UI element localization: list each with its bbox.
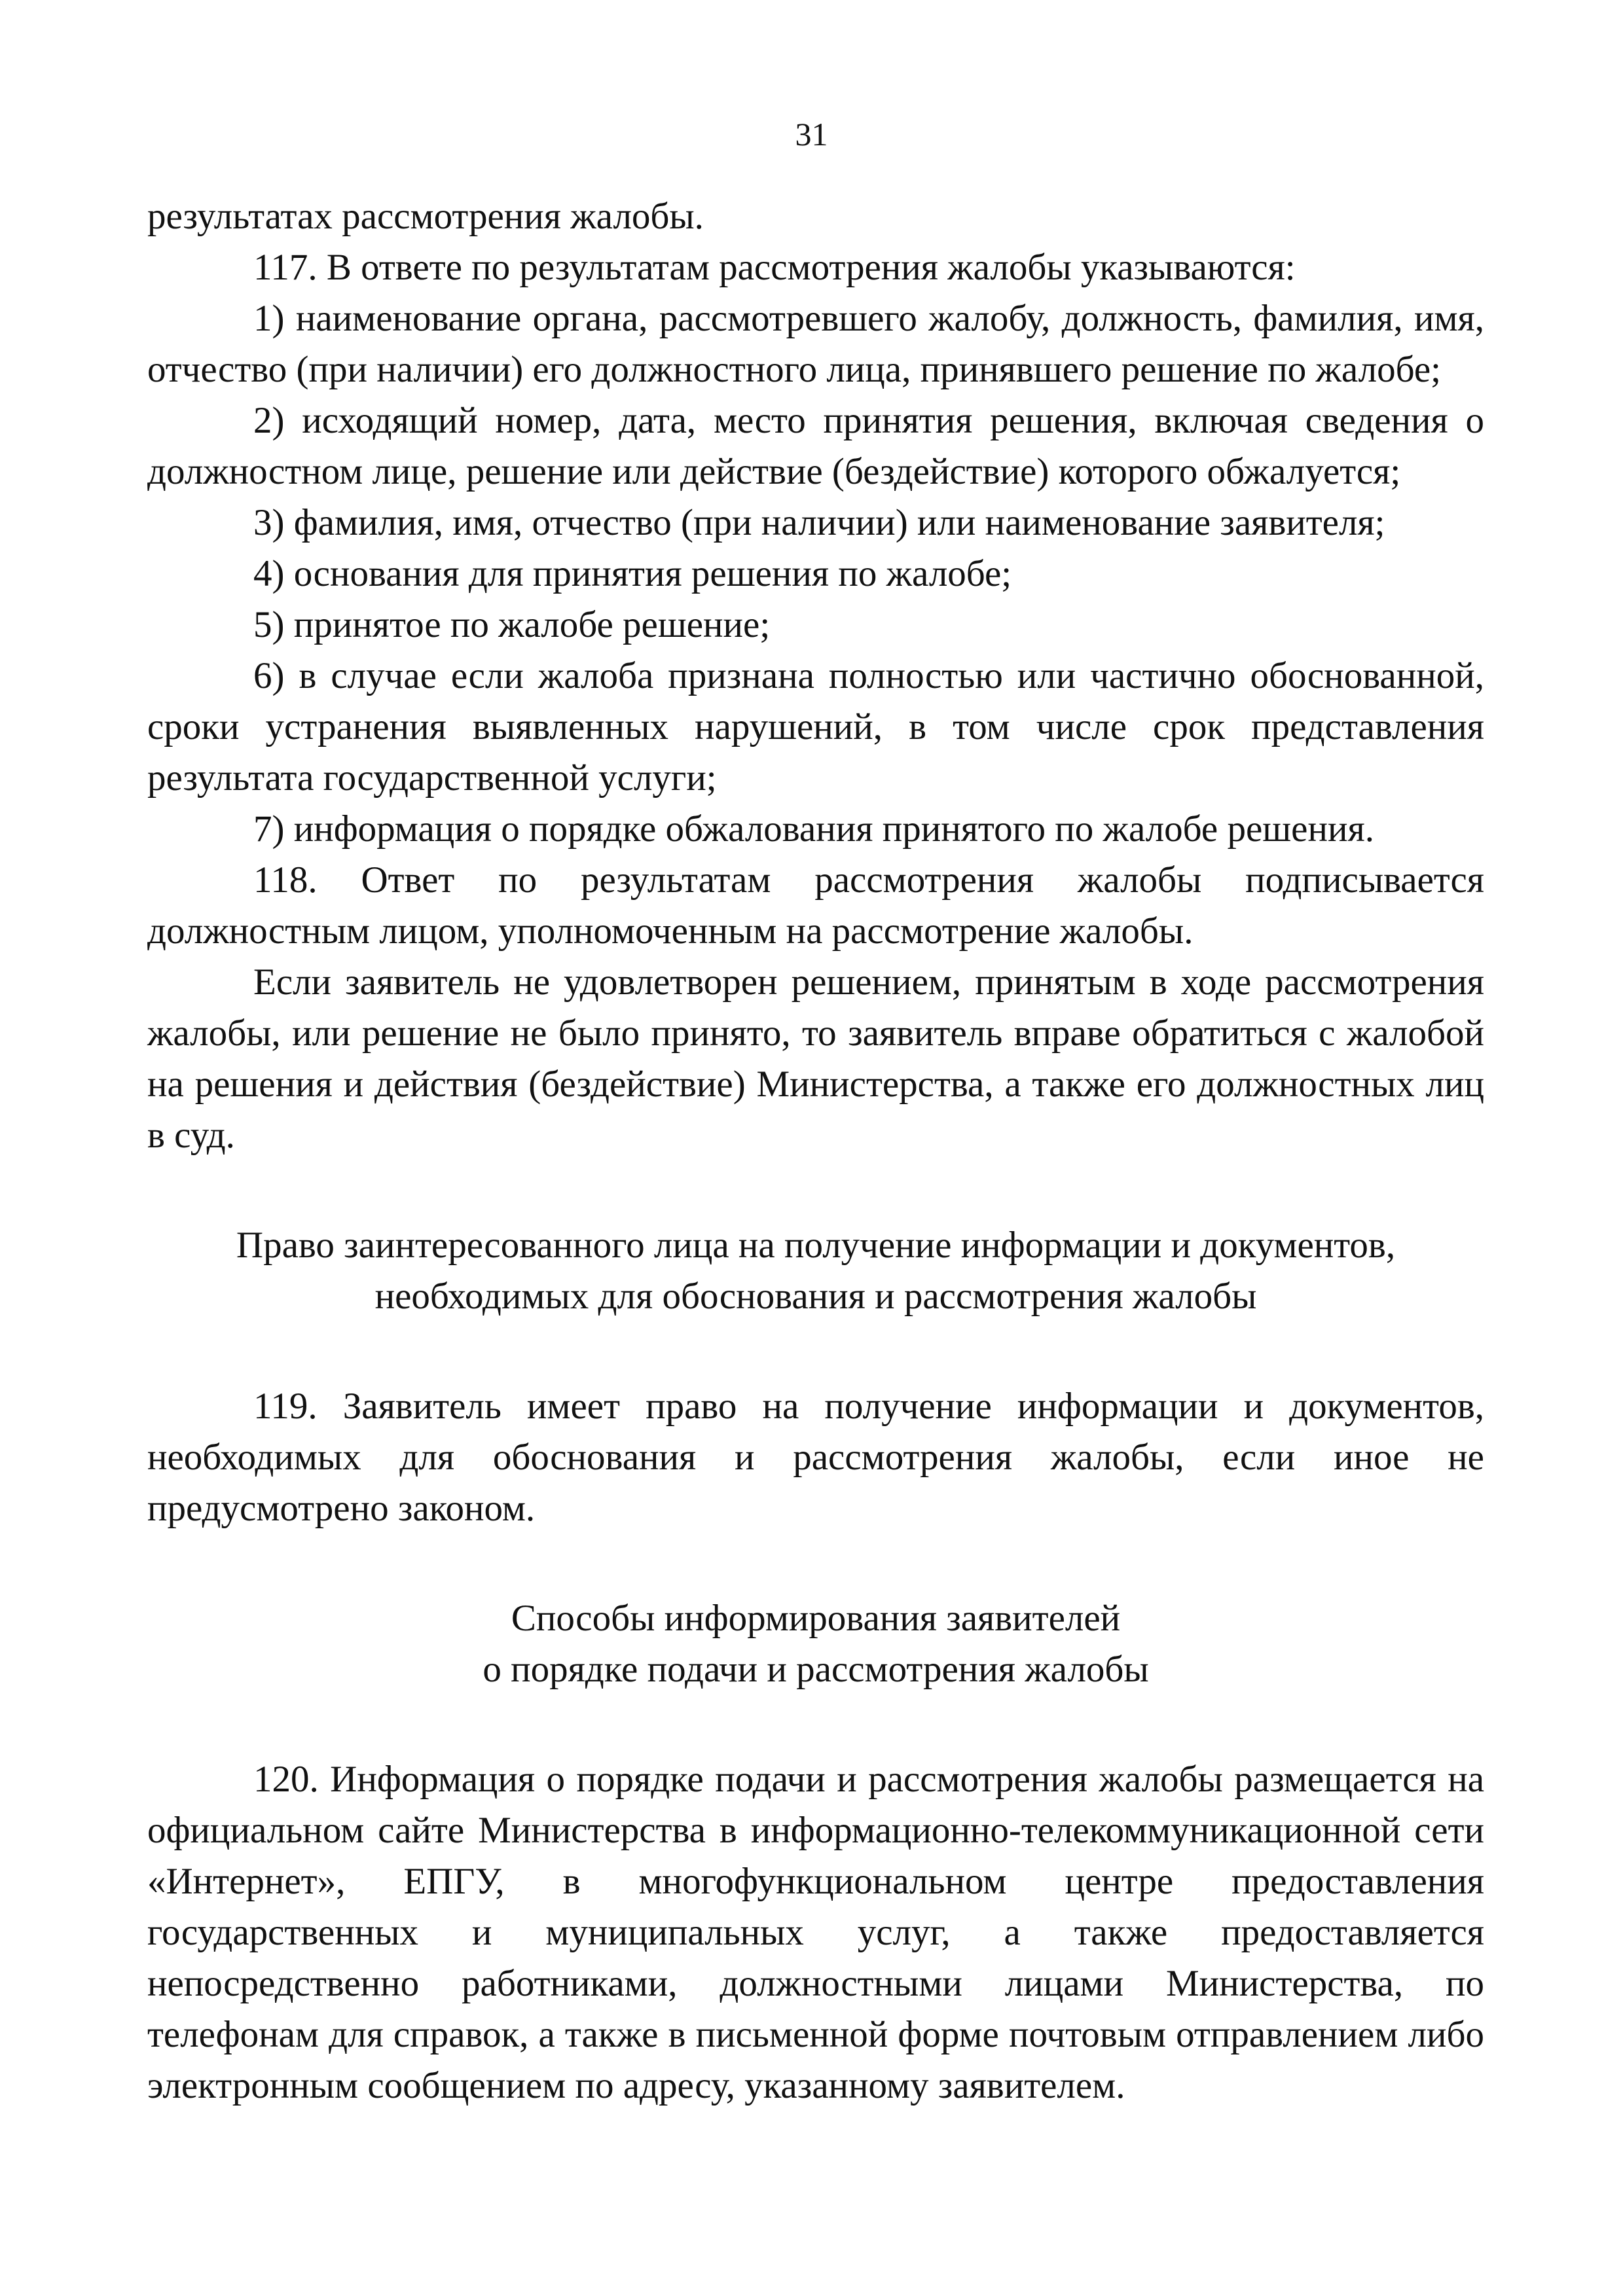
paragraph-117-item-5: 5) принятое по жалобе решение; [253,604,771,645]
paragraph-117-item-3: 3) фамилия, имя, отчество (при наличии) или наименование заявителя; [253,502,1385,543]
paragraph-continuation: результатах рассмотрения жалобы. [147,196,704,237]
document-body [147,191,1484,2111]
paragraph-117-item-2: 2) исходящий номер, дата, место принятия решения, включая сведения о должностном лице, решение или действие (бездействие) которого обжалуется; [147,400,1484,492]
section-heading-informing-methods [147,1593,1484,1695]
heading-line: необходимых для обоснования и рассмотрения жалобы [374,1276,1257,1317]
paragraph-117-item-4: 4) основания для принятия решения по жалобе; [253,553,1012,594]
heading-line: Способы информирования заявителей [511,1598,1121,1639]
paragraph-117: 117. В ответе по результатам рассмотрения жалобы указываются: [253,247,1296,288]
section-heading-right-to-information [147,1220,1484,1322]
page-number: 31 [795,116,828,152]
paragraph-118-appeal: Если заявитель не удовлетворен решением, принятым в ходе рассмотрения жалобы, или решение не было принято, то заявитель вправе обратиться с жалобой на решения и действия (бездействие) Министерства, а также его должностных лиц в суд. [147,961,1484,1156]
paragraph-117-item-7: 7) информация о порядке обжалования принятого по жалобе решения. [253,808,1374,850]
heading-line: Право заинтересованного лица на получение информации и документов, [236,1225,1396,1266]
paragraph-117-item-1: 1) наименование органа, рассмотревшего жалобу, должность, фамилия, имя, отчество (при наличии) его должностного лица, принявшего решение по жалобе; [147,298,1484,390]
paragraph-117-item-6: 6) в случае если жалоба признана полностью или частично обоснованной, сроки устранения выявленных нарушений, в том числе срок представления результата государственной услуги; [147,655,1484,798]
heading-line: о порядке подачи и рассмотрения жалобы [483,1649,1149,1690]
paragraph-118: 118. Ответ по результатам рассмотрения жалобы подписывается должностным лицом, уполномоченным на рассмотрение жалобы. [147,859,1484,952]
paragraph-120: 120. Информация о порядке подачи и рассмотрения жалобы размещается на официальном сайте Министерства в информационно-телекоммуникационной сети «Интернет», ЕПГУ, в многофункциональном центре предоставления государственных и муниципальных услуг, а также предоставляется непосредственно работниками, должностными лицами Министерства, по телефонам для справок, а также в письменной форме почтовым отправлением либо электронным сообщением по адресу, указанному заявителем. [147,1759,1484,2106]
paragraph-119: 119. Заявитель имеет право на получение информации и документов, необходимых для обоснования и рассмотрения жалобы, если иное не предусмотрено законом. [147,1386,1484,1529]
